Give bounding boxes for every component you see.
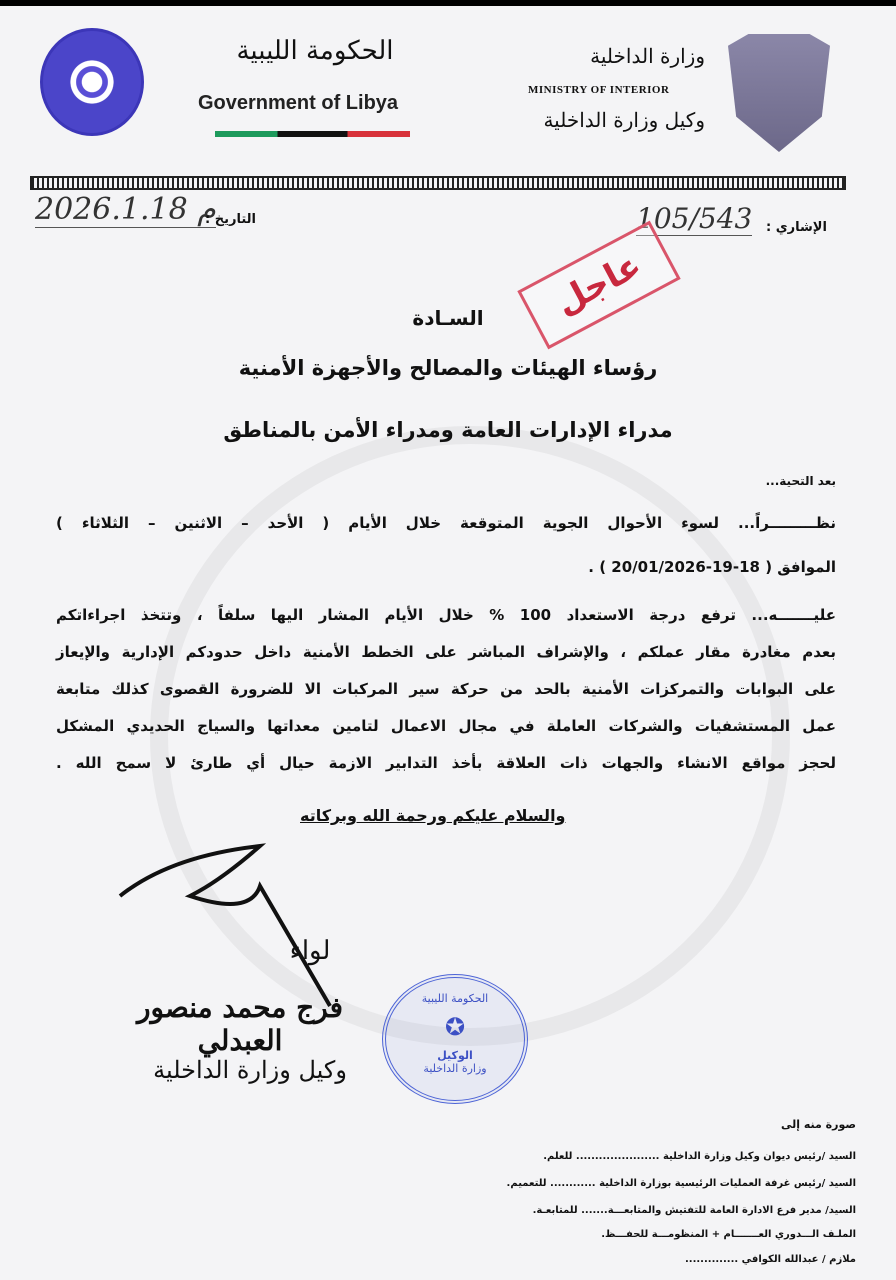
header-divider	[30, 176, 846, 190]
greeting: بعد التحية...	[765, 474, 836, 488]
closing: والسلام عليكم ورحمة الله وبركاته	[300, 806, 566, 825]
document-page	[0, 6, 896, 1280]
flag-bar	[215, 131, 410, 137]
urgent-stamp: عاجل	[517, 221, 680, 350]
official-stamp	[382, 974, 528, 1104]
signatory-name: فرج محمد منصور العبدلي	[136, 991, 344, 1057]
ministry-title-ar: وزارة الداخلية	[590, 44, 705, 68]
gov-title-ar: الحكومة الليبية	[236, 36, 394, 66]
cc-title: صورة منه إلى	[780, 1118, 856, 1131]
stamp-top: الحكومة الليبية	[421, 992, 489, 1005]
body-line: عليـــــــه... ترفع درجة الاستعداد 100 % خلال الأيام المشار اليها سلفاً ، وتتخذ اجراءاتكم	[56, 606, 837, 624]
body-line: الموافق ( 18-19-20/01/2026 ) .	[588, 558, 836, 576]
emblem-icon: ✪	[444, 1013, 466, 1041]
cc-item: ملازم / عبدالله الكوافي ..............	[684, 1254, 856, 1265]
gov-title-en: Government of Libya	[198, 92, 399, 114]
ministry-title-en: MINISTRY OF INTERIOR	[528, 84, 670, 96]
body-line: لحجز مواقع الانشاء والجهات ذات العلاقة بأخذ التدابير الازمة حيال أي طارئ لا سمح الله .	[56, 754, 836, 772]
addressee-line: مدراء الإدارات العامة ومدراء الأمن بالمناطق	[223, 418, 673, 442]
reference-value: 105/543	[636, 202, 753, 235]
signatory-rank: لواء	[289, 936, 331, 966]
signatory-title: وكيل وزارة الداخلية	[153, 1056, 347, 1084]
ministry-seal-logo	[40, 28, 144, 136]
addressee-line: رؤساء الهيئات والمصالح والأجهزة الأمنية	[238, 356, 658, 380]
police-badge-logo	[728, 34, 830, 152]
stamp-bottom: وزارة الداخلية	[423, 1062, 487, 1075]
body-line: على البوابات والتمركزات الأمنية بالحد من حركة سير المركبات الا للضرورة القصوى كذلك متابعة	[56, 680, 836, 698]
addressee-title: السـادة	[412, 306, 484, 330]
body-line: عمل المستشفيات والشركات العاملة في مجال الاعمال لتامين معداتها والسياج الحديدي المشكل	[56, 717, 836, 735]
cc-item: السيد/ مدير فرع الادارة العامة للتفتيش والمتابعـــة....... للمتابعـة.	[532, 1205, 856, 1216]
date-label: التاريخ :	[205, 212, 256, 227]
body-line: بعدم مغادرة مقار عملكم ، والإشراف المباشر على الخطط الأمنية داخل حدودكم الإدارية والإيعاز	[56, 643, 836, 661]
stamp-center: الوكيل	[437, 1049, 473, 1062]
deputy-title-ar: وكيل وزارة الداخلية	[543, 108, 705, 132]
cc-item: السيد /رئيس ديوان وكيل وزارة الداخلية ...................... للعلم.	[543, 1151, 856, 1162]
reference-label: الإشاري :	[766, 220, 827, 235]
cc-item: الملـف الـــدوري العـــــــام + المنظومـــة للحفـــظ.	[601, 1229, 856, 1240]
cc-item: السيد /رئيس غرفة العمليات الرئيسية بوزارة الداخلية ............ للتعميم.	[506, 1178, 856, 1189]
date-value: 2026.1.18 م	[35, 192, 216, 227]
body-line: نظـــــــــراً... لسوء الأحوال الجوية المتوقعة خلال الأيام ( الأحد – الاثنين – الثلاثاء )	[56, 514, 836, 532]
